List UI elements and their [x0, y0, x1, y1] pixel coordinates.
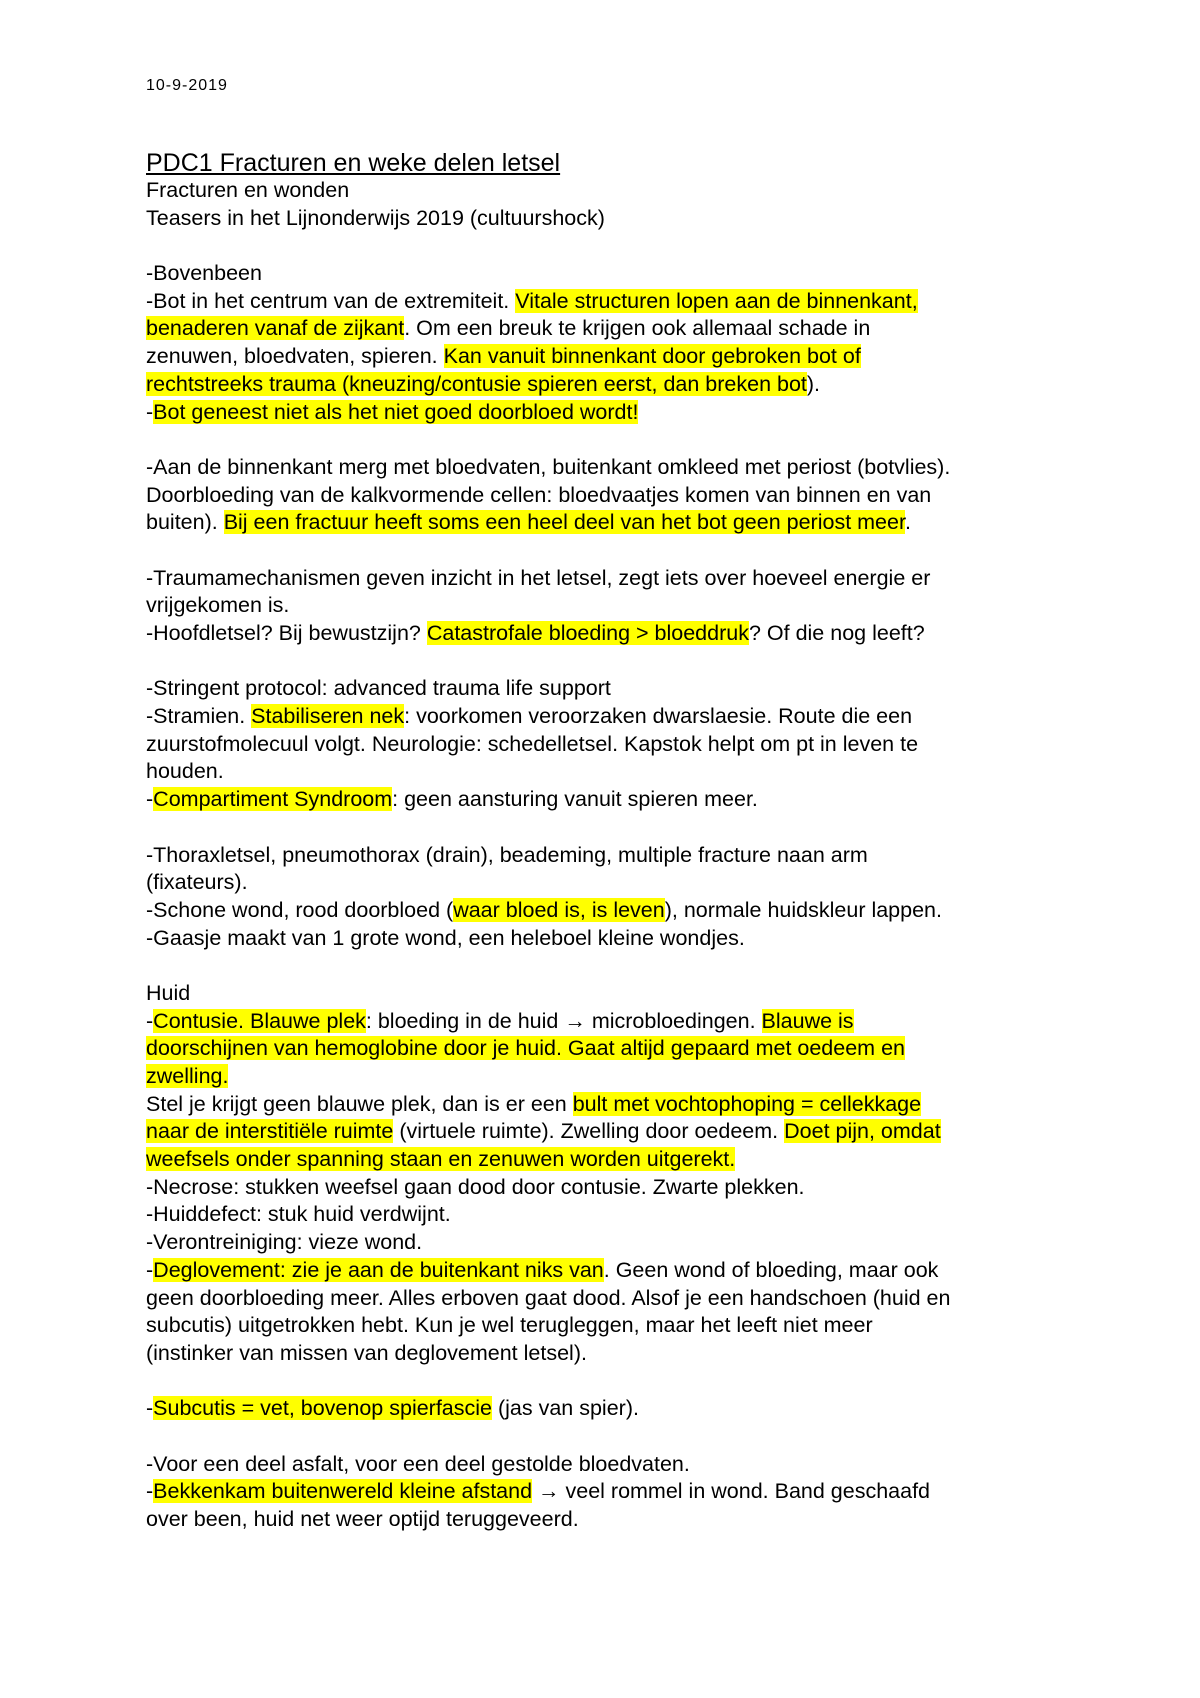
- text-line: [146, 454, 1086, 482]
- text-line: [146, 620, 1086, 648]
- text-line: [146, 1063, 1086, 1091]
- text-segment: zenuwen, bloedvaten, spieren.: [146, 344, 444, 369]
- text-segment: -Aan de binnenkant merg met bloedvaten, buitenkant omkleed met periost (botvlies).: [146, 454, 951, 479]
- text-line: [146, 1091, 1086, 1119]
- text-line: [146, 371, 1086, 399]
- text-line: [146, 205, 1086, 233]
- text-segment: -Traumamechanismen geven inzicht in het letsel, zegt iets over hoeveel energie er: [146, 565, 931, 590]
- text-segment: -Necrose: stukken weefsel gaan dood door contusie. Zwarte plekken.: [146, 1174, 805, 1199]
- document-title: PDC1 Fracturen en weke delen letsel: [146, 149, 561, 177]
- text-line: [146, 1478, 1086, 1506]
- blank-line: [146, 537, 1086, 565]
- text-segment: -Bovenbeen: [146, 261, 262, 286]
- text-segment: -Gaasje maakt van 1 grote wond, een heleboel kleine wondjes.: [146, 925, 745, 950]
- text-segment: : voorkomen veroorzaken dwarslaesie. Route die een: [404, 704, 913, 729]
- highlighted-text: Kan vanuit binnenkant door gebroken bot of: [443, 344, 861, 369]
- text-line: [146, 565, 1086, 593]
- text-line: [146, 1285, 1086, 1313]
- text-segment: Teasers in het Lijnonderwijs 2019 (cultuurshock): [146, 205, 605, 230]
- blank-line: [146, 1423, 1086, 1451]
- text-line: [146, 509, 1086, 537]
- text-segment: -: [146, 399, 154, 424]
- text-line: [146, 703, 1086, 731]
- text-segment: ? Of die nog leeft?: [748, 621, 925, 645]
- text-line: [146, 675, 1086, 703]
- blank-line: [146, 648, 1086, 676]
- highlighted-text: zwelling.: [146, 1064, 229, 1088]
- text-line: [146, 786, 1086, 814]
- text-line: [146, 869, 1086, 897]
- text-line: [146, 177, 1086, 205]
- highlighted-text: Bekkenkam buitenwereld kleine afstand: [153, 1479, 533, 1504]
- blank-line: [146, 814, 1086, 842]
- text-line: [146, 1174, 1086, 1202]
- text-segment: → veel rommel in wond. Band geschaafd: [532, 1479, 931, 1504]
- text-line: [146, 1118, 1086, 1146]
- text-segment: (jas van spier).: [492, 1396, 639, 1421]
- text-line: [146, 288, 1086, 316]
- text-segment: (fixateurs).: [146, 870, 248, 895]
- text-line: [146, 343, 1086, 371]
- highlighted-text: bult met vochtophoping = cellekkage: [572, 1091, 922, 1116]
- text-line: [146, 1451, 1086, 1479]
- text-line: [146, 1506, 1086, 1534]
- text-line: [146, 1146, 1086, 1174]
- text-segment: (virtuele ruimte). Zwelling door oedeem.: [393, 1119, 785, 1144]
- text-segment: : bloeding in de huid → microbloedingen.: [365, 1008, 762, 1033]
- blank-line: [146, 1368, 1086, 1396]
- highlighted-text: Stabiliseren nek: [251, 704, 405, 729]
- text-segment: -: [146, 1257, 154, 1282]
- text-line: [146, 1257, 1086, 1285]
- text-segment: -Bot in het centrum van de extremiteit.: [146, 288, 516, 313]
- highlighted-text: Bot geneest niet als het niet goed doorbloed wordt!: [153, 399, 639, 424]
- text-segment: zuurstofmolecuul volgt. Neurologie: schedelletsel. Kapstok helpt om pt in leven te: [146, 731, 919, 756]
- text-segment: vrijgekomen is.: [146, 593, 290, 618]
- text-line: [146, 980, 1086, 1008]
- text-segment: geen doorbloeding meer. Alles erboven gaat dood. Alsof je een handschoen (huid en: [146, 1285, 951, 1310]
- text-segment: subcutis) uitgetrokken hebt. Kun je wel terugleggen, maar het leeft niet meer: [146, 1313, 873, 1338]
- text-segment: -: [146, 1396, 154, 1421]
- text-segment: -: [146, 787, 154, 812]
- blank-line: [146, 426, 1086, 454]
- text-segment: ).: [806, 371, 821, 396]
- highlighted-text: weefsels onder spanning staan en zenuwen worden uitgerekt.: [146, 1147, 736, 1172]
- blank-line: [146, 232, 1086, 260]
- document-body: [146, 177, 1086, 1534]
- text-line: [146, 1201, 1086, 1229]
- text-line: [146, 731, 1086, 759]
- text-segment: -Verontreiniging: vieze wond.: [146, 1230, 423, 1255]
- text-segment: . Om een breuk te krijgen ook allemaal schade in: [404, 316, 871, 341]
- text-line: [146, 482, 1086, 510]
- text-segment: -Stramien.: [146, 704, 252, 729]
- blank-line: [146, 952, 1086, 980]
- text-segment: .: [904, 510, 911, 535]
- text-segment: houden.: [146, 759, 224, 784]
- text-line: [146, 399, 1086, 427]
- text-line: [146, 925, 1086, 953]
- text-segment: : geen aansturing vanuit spieren meer.: [392, 787, 758, 812]
- text-line: [146, 1340, 1086, 1368]
- text-line: [146, 1229, 1086, 1257]
- text-line: [146, 897, 1086, 925]
- highlighted-text: doorschijnen van hemoglobine door je huid. Gaat altijd gepaard met oedeem en: [146, 1036, 905, 1061]
- text-segment: -: [146, 1008, 154, 1033]
- text-segment: ), normale huidskleur lappen.: [664, 897, 942, 922]
- highlighted-text: Blauwe is: [761, 1008, 854, 1033]
- text-segment: Fracturen en wonden: [146, 178, 350, 202]
- text-line: [146, 758, 1086, 786]
- highlighted-text: Deglovement: zie je aan de buitenkant niks van: [153, 1257, 604, 1282]
- text-line: [146, 842, 1086, 870]
- highlighted-text: rechtstreeks trauma (kneuzing/contusie spieren eerst, dan breken bot: [146, 371, 807, 396]
- text-line: [146, 1035, 1086, 1063]
- text-segment: Doorbloeding van de kalkvormende cellen: bloedvaatjes komen van binnen en van: [146, 482, 932, 507]
- text-segment: over been, huid net weer optijd teruggeveerd.: [146, 1507, 579, 1531]
- text-segment: -Stringent protocol: advanced trauma life support: [146, 676, 611, 701]
- text-line: [146, 260, 1086, 288]
- text-segment: -: [146, 1479, 154, 1504]
- highlighted-text: benaderen vanaf de zijkant: [146, 316, 405, 341]
- text-line: [146, 1312, 1086, 1340]
- text-segment: buiten).: [146, 510, 224, 535]
- highlighted-text: naar de interstitiële ruimte: [146, 1119, 394, 1144]
- text-line: [146, 315, 1086, 343]
- text-segment: -Schone wond, rood doorbloed (: [146, 897, 454, 922]
- highlighted-text: Compartiment Syndroom: [153, 787, 393, 812]
- text-segment: Huid: [146, 980, 191, 1005]
- highlighted-text: Doet pijn, omdat: [784, 1119, 941, 1144]
- text-segment: (instinker van missen van deglovement letsel).: [146, 1340, 587, 1365]
- highlighted-text: Bij een fractuur heeft soms een heel deel van het bot geen periost meer: [223, 510, 905, 535]
- highlighted-text: waar bloed is, is leven: [453, 897, 665, 922]
- highlighted-text: Vitale structuren lopen aan de binnenkant,: [515, 288, 918, 313]
- highlighted-text: Subcutis = vet, bovenop spierfascie: [153, 1396, 492, 1421]
- document-date: 10-9-2019: [146, 77, 228, 94]
- text-segment: -Hoofdletsel? Bij bewustzijn?: [146, 621, 427, 645]
- text-segment: -Huiddefect: stuk huid verdwijnt.: [146, 1202, 451, 1227]
- text-line: [146, 1008, 1086, 1036]
- text-line: [146, 1395, 1086, 1423]
- text-segment: -Thoraxletsel, pneumothorax (drain), beademing, multiple fracture naan arm: [146, 842, 868, 867]
- text-line: [146, 592, 1086, 620]
- text-segment: . Geen wond of bloeding, maar ook: [603, 1257, 939, 1282]
- highlighted-text: Catastrofale bloeding > bloeddruk: [426, 621, 749, 645]
- text-segment: -Voor een deel asfalt, voor een deel gestolde bloedvaten.: [146, 1451, 690, 1476]
- highlighted-text: Contusie. Blauwe plek: [153, 1008, 366, 1033]
- text-segment: Stel je krijgt geen blauwe plek, dan is er een: [146, 1091, 573, 1116]
